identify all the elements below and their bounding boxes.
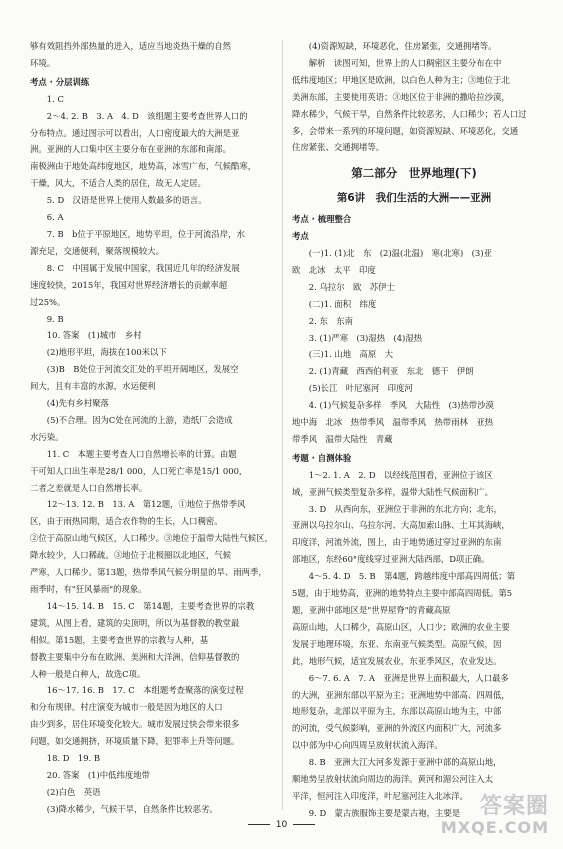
text-line: 部地区，东经60°度线穿过亚洲大陆西部，D项正确。 — [292, 554, 490, 565]
text-line: 干燥，风大，不适合人类的居住，故无人定居。 — [30, 178, 206, 189]
text-line: 严寒，人口稀少。第13题，热带季风气候分明显的旱、雨两季， — [30, 567, 267, 578]
answer-line: 1. C — [46, 93, 64, 104]
page-number-row — [0, 820, 563, 830]
answer-line: 8. B 亚洲大江大河多发源于亚洲中部的高原山地， — [308, 757, 502, 768]
answer-line: (2)地形平坦，海拔在100米以下 — [46, 347, 167, 358]
answer-line: (5)不合理。因为C处在河流的上游，造纸厂会造成 — [46, 414, 233, 425]
answer-line: (三)1. 山地 高原 大 — [308, 349, 393, 360]
page-number-dash-right — [293, 824, 315, 825]
section-heading: 考点 · 分层训练 — [30, 76, 90, 87]
answer-line: 8. C 中国属于发展中国家，我国近几年的经济发展 — [46, 262, 240, 273]
watermark-url: MXQE.COM — [440, 818, 549, 837]
answer-line: 12～13. 12. B 13. A 第12题，①地位于热带季风 — [46, 499, 246, 510]
text-line: 南极洲由于地处高纬度地区，地势高，冰雪广布，气候酷寒， — [30, 161, 257, 172]
text-line: 地形复杂，北部以平原为主，东部以高原山地为主，中部 — [292, 706, 502, 717]
text-line: 源充足，交通便利，聚落规模较大。 — [30, 245, 164, 256]
text-line: 题，亚洲中部地区是"世界屋脊"的青藏高原 — [292, 605, 451, 615]
text-line: 相似。第15题，主要考查世界的宗教与人种，基 — [30, 634, 209, 645]
text-line: 速度较快，2015年，我国对世界经济增长的贡献率超 — [30, 279, 228, 290]
text-line: 过25%。 — [30, 296, 66, 307]
answer-line: 解析 读图可知，世界上的人口稠密区主要分布在中 — [308, 57, 502, 68]
answer-line: 10. 答案 (1)城市 乡村 — [46, 330, 142, 341]
page-number: 10 — [275, 820, 288, 830]
answer-line: 2. 乌拉尔 欧 苏伊士 — [308, 281, 395, 292]
answer-line: (二)1. 面积 纬度 — [308, 298, 377, 309]
answer-line: 4. (1)气候复杂多样 季风 大陆性 (3)热带沙漠 — [308, 400, 494, 411]
text-line: 间大，且有丰富的水源，水运便利 — [30, 381, 156, 392]
text-line: 亚洲以乌拉尔山、乌拉尔河、大高加索山脉、土耳其海峡， — [292, 520, 510, 531]
text-line: 人种一般是白种人，故选C项。 — [30, 668, 146, 679]
answer-line: (2)白色 英语 — [46, 786, 101, 797]
answer-line: 11. C 本题主要考查人口自然增长率的计算。由题 — [46, 448, 237, 459]
text-line: 多，会带来一系列的环境问题，如资源短缺、环境恶化，交通 — [292, 125, 519, 136]
answer-line: 7. B b位于平原地区，地势平坦，位于河流沿岸，水 — [46, 228, 245, 239]
text-line: 域，亚洲气候类型复杂多样，温带大陆性气候面积广。 — [292, 486, 493, 497]
text-line: 区，由于雨热同期，适合农作物的生长，人口稠密。 — [30, 516, 223, 527]
answer-line: 18. D 19. B — [46, 753, 101, 764]
answer-line: 3. D 从西向东，亚洲位于非洲的东北方向；北东， — [308, 503, 503, 514]
text-line: 地中海 北冰 热带季风 温带季风 热带雨林 亚热 — [292, 417, 493, 428]
text-line: 的河流，受气候影响，亚洲的外流区内面积广大，河流多 — [292, 723, 502, 734]
text-line: 水污染。 — [30, 431, 64, 442]
text-line: 美洲东部，主要使用英语；③地区位于非洲的撒哈拉沙漠， — [292, 91, 510, 102]
text-line: 环境。 — [30, 57, 56, 68]
answer-line: (3)B B处位于河流交汇处的平坦开阔地区，发展空 — [46, 364, 239, 375]
text-line: 降水较少，人口稀疏。③地位于北极圈以北地区，气候 — [30, 550, 231, 561]
watermark-logo: 答案圈 — [479, 794, 549, 819]
text-line: 够有效阻挡外部热量的进入，适应当地炎热干燥的自然 — [30, 41, 231, 51]
subsection-heading: 考点 — [292, 231, 309, 242]
text-line: 高原山地，人口稀少，高原山区，人口少；欧洲的农业主要 — [292, 621, 510, 632]
lesson-title: 第6讲 我们生活的大洲——亚洲 — [336, 192, 492, 205]
answer-line: 4～5. 4. D 5. B 第4题，跨越纬度中部高四周低；第 — [308, 571, 516, 582]
text-line: 和分布规律。村庄演变为城市一般是因为地区的人口 — [30, 702, 223, 713]
answer-line: 3. (1)严寒 (3)湿热 (4)湿热 — [308, 332, 423, 343]
text-line: 建筑，从图上看，建筑的尖顶明，所以为基督教的教堂最 — [30, 617, 240, 628]
answer-line: 5. D 汉语是世界上使用人数最多的语言。 — [46, 195, 207, 206]
text-line: 督教主要集中分布在欧洲、美洲和大洋洲，信仰基督教的 — [30, 651, 240, 662]
text-line: 欧 北冰 太平 印度 — [292, 264, 376, 275]
text-line: 顺地势呈放射状流向周边的海洋。黄河和湄公河注入太 — [292, 774, 493, 785]
answer-line: (5)长江 叶尼塞河 印度河 — [308, 383, 413, 394]
text-line: 降水稀少，气候干旱，自然条件比较恶劣，人口稀少；若人口过 — [292, 108, 527, 119]
text-line: 雨季时，有"狂风暴雨"的现象。 — [30, 584, 147, 594]
text-line: 的大洲，亚洲东部以平原为主；亚洲地势中部高、四周低， — [292, 689, 510, 700]
answer-line: 16～17. 16. B 17. C 本组题考查聚落的演变过程 — [46, 685, 244, 696]
section-heading: 考题 · 自测体验 — [292, 452, 352, 463]
text-line: 低纬度地区；甲地区是欧洲，以白色人种为主；③地位于北 — [292, 74, 510, 85]
answer-line: (3)降水稀少，气候干旱，自然条件比较恶劣。 — [46, 803, 218, 814]
text-line: 分布特点。通过图示可以看出，人口密度最大的大洲是亚 — [30, 127, 240, 138]
page-number-dash-left — [248, 824, 270, 825]
answer-line: 6. A — [46, 212, 64, 223]
answer-line: 6～7. 6. A 7. A 亚洲是世界上面积最大，人口最多 — [308, 672, 509, 683]
right-column — [292, 38, 536, 822]
text-line: 带季风 温带大陆性 青藏 — [292, 433, 393, 444]
text-line: 二者之差就是人口自然增长率。 — [30, 482, 148, 493]
part-title: 第二部分 世界地理(下) — [351, 166, 477, 181]
answer-line: 2. 东 东南 — [308, 315, 353, 326]
column-divider — [282, 40, 283, 810]
text-line: 发展于地理环境，东亚、东南亚气候类型。高原气候，因 — [292, 638, 502, 649]
answer-line: 20. 答案 (1)中低纬度地带 — [46, 769, 151, 780]
answer-line: 2. (1)青藏 西西伯利亚 东北 德干 伊朗 — [308, 366, 474, 377]
answer-line: 14～15. 14. B 15. C 第14题，主要考查世界的宗教 — [46, 600, 255, 611]
text-line: 干可知人口出生率是28/1 000，人口死亡率是15/1 000， — [30, 465, 248, 476]
text-line: 由少到多，居住环境变化较大。城市发展过快会带来很多 — [30, 719, 240, 730]
text-line: 印度洋，河流外流，图上，由于地势通过穿过亚洲的东南 — [292, 537, 502, 548]
answer-line: 9. B — [46, 313, 64, 324]
text-line: 以中部为中心向四周呈放射状流入海洋。 — [292, 740, 443, 751]
answer-line: 9. D 蒙古族服饰主要是蒙古袍，主要是 — [308, 807, 461, 818]
text-line: ②位于高原山地气候区，人口稀少。③地位于温带大陆性气候区， — [30, 533, 273, 544]
answer-line: 1～2. 1. A 2. D 以经线范围看，亚洲位于该区 — [308, 469, 493, 480]
text-line: 问题，如交通拥挤，环境质量下降，犯罪率上升等问题。 — [30, 736, 240, 747]
text-line: 住房紧张、交通拥堵等。 — [292, 142, 385, 153]
text-line: 5题，由于地势高，亚洲的地势特点主要中部高四周低。第5 — [292, 588, 513, 599]
text-line: 平洋，恒河注入印度洋，叶尼塞河注入北冰洋。 — [292, 790, 468, 801]
left-column — [30, 38, 274, 818]
answer-line: (4)资源短缺，环境恶化，住房紧张，交通拥堵等。 — [308, 41, 497, 51]
answer-line: (4)先有乡村聚落 — [46, 398, 109, 409]
text-line: 此，地形气候，适宜发展农业，东亚季风区，农业发达。 — [292, 655, 502, 666]
answer-line: (一)1. (1)北 东 (2)温(北温) 寒(北寒) (3)亚 — [308, 247, 492, 258]
text-line: 洲。亚洲的人口集中区主要分布在亚洲的东部和南部。 — [30, 144, 231, 155]
answer-line: 2～4. 2. B 3. A 4. D 该组题主要考查世界人口的 — [46, 110, 248, 121]
section-heading: 考点 · 梳理整合 — [292, 214, 352, 225]
